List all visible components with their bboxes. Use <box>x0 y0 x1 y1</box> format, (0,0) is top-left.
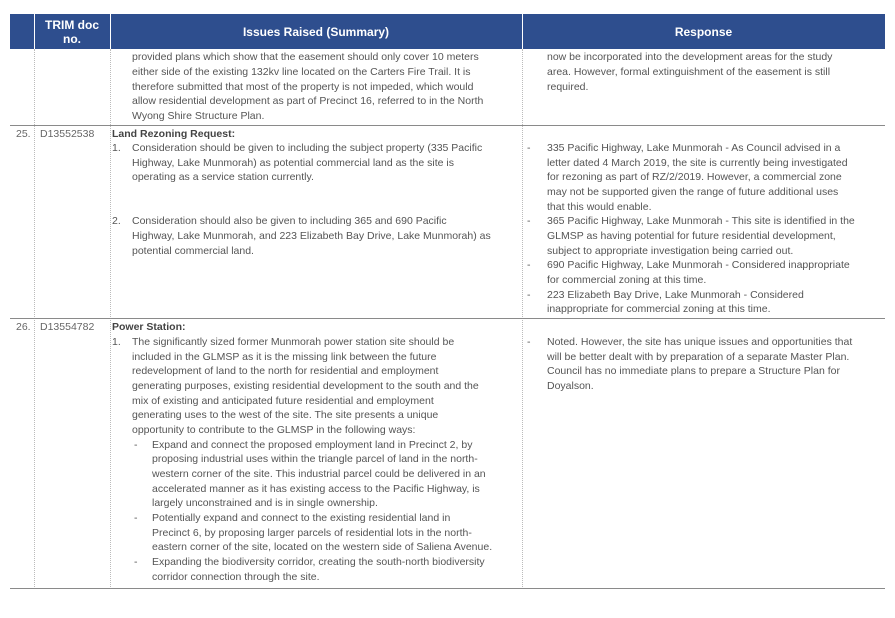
header-response: Response <box>674 24 733 39</box>
text-line: mix of existing and anticipated future residential and employment <box>132 395 434 407</box>
text-line: generating purposes, existing residential development to the south and the <box>132 380 479 392</box>
text-line: potential commercial land. <box>132 245 254 257</box>
text-line: may not be supported given the range of future additional uses <box>547 186 839 198</box>
row-number: 26. <box>16 321 31 333</box>
bullet-dash: - <box>527 336 531 348</box>
text-line: GLMSP as having potential for future residential development, <box>547 230 836 242</box>
text-line: will be better dealt with by preparation of a separate Master Plan. <box>547 351 850 363</box>
text-line: The significantly sized former Munmorah power station site should be <box>132 336 455 348</box>
text-line: Potentially expand and connect to the existing residential land in <box>152 512 451 524</box>
bullet-dash: - <box>527 215 531 227</box>
text-line: 335 Pacific Highway, Lake Munmorah - As Council advised in a <box>547 142 841 154</box>
list-number: 1. <box>112 142 121 154</box>
text-line: Doyalson. <box>547 380 594 392</box>
text-line: required. <box>547 81 589 93</box>
text-line: that this would enable. <box>547 201 652 213</box>
bullet-dash: - <box>527 259 531 271</box>
column-divider <box>110 49 111 589</box>
text-line: redevelopment of land to the north for residential and employment <box>132 365 439 377</box>
header-divider <box>110 14 111 49</box>
bullet-dash: - <box>134 512 138 524</box>
text-line: Precinct 6, by proposing larger parcels of residential lots in the north- <box>152 527 472 539</box>
text-line: letter dated 4 March 2019, the site is currently being investigated <box>547 157 848 169</box>
text-line: area. However, formal extinguishment of the easement is still <box>547 66 831 78</box>
text-line: for rezoning as part of RZ/2/2019. However, a commercial zone <box>547 171 842 183</box>
text-line: western corner of the site. This industrial parcel could be delivered in an <box>152 468 486 480</box>
text-line: eastern corner of the site, located on the western side of Saliena Avenue. <box>152 541 493 553</box>
text-line: generating uses to the west of the site. The site presents a unique <box>132 409 439 421</box>
text-line: included in the GLMSP as it is the missing link between the future <box>132 351 437 363</box>
text-line: Highway, Lake Munmorah) as potential commercial land as the site is <box>132 157 454 169</box>
header-issues-raised: Issues Raised (Summary) <box>242 24 390 39</box>
text-line: 690 Pacific Highway, Lake Munmorah - Considered inappropriate <box>547 259 850 271</box>
text-line: accelerated manner as it has existing access to the Pacific Highway, is <box>152 483 480 495</box>
bullet-dash: - <box>527 289 531 301</box>
text-line: Highway, Lake Munmorah, and 223 Elizabeth Bay Drive, Lake Munmorah) as <box>132 230 491 242</box>
text-line: for commercial zoning at this time. <box>547 274 707 286</box>
header-divider <box>522 14 523 49</box>
header-trim-doc-no: TRIM doc no. <box>45 17 99 46</box>
text-line: opportunity to contribute to the GLMSP in the following ways: <box>132 424 416 436</box>
text-line: 365 Pacific Highway, Lake Munmorah - This site is identified in the <box>547 215 855 227</box>
row-divider <box>10 318 885 319</box>
bullet-dash: - <box>527 142 531 154</box>
list-number: 1. <box>112 336 121 348</box>
list-number: 2. <box>112 215 121 227</box>
text-line: Expand and connect the proposed employment land in Precinct 2, by <box>152 439 473 451</box>
issue-title: Power Station: <box>112 321 186 333</box>
column-divider <box>522 49 523 589</box>
text-line: proposing industrial uses within the triangle parcel of land in the north- <box>152 453 478 465</box>
text-line: Wyong Shire Structure Plan. <box>132 110 265 122</box>
row-divider <box>10 125 885 126</box>
text-line: allow residential development as part of Precinct 16, referred to in the North <box>132 95 484 107</box>
text-line: 223 Elizabeth Bay Drive, Lake Munmorah - Considered <box>547 289 804 301</box>
column-divider <box>34 49 35 589</box>
text-line: therefore submitted that most of the property is not impeded, which would <box>132 81 474 93</box>
text-line: operating as a service station currently. <box>132 171 314 183</box>
text-line: Consideration should also be given to including 365 and 690 Pacific <box>132 215 447 227</box>
text-line: Consideration should be given to including the subject property (335 Pacific <box>132 142 483 154</box>
text-line: Noted. However, the site has unique issues and opportunities that <box>547 336 853 348</box>
row-number: 25. <box>16 128 31 140</box>
text-line: subject to appropriate investigation being carried out. <box>547 245 794 257</box>
bullet-dash: - <box>134 556 138 568</box>
row-divider <box>10 588 885 589</box>
trim-doc-number: D13552538 <box>40 128 95 140</box>
table-header <box>10 14 885 49</box>
text-line: provided plans which show that the easement should only cover 10 meters <box>132 51 479 63</box>
text-line: Council has no immediate plans to prepare a Structure Plan for <box>547 365 840 377</box>
text-line: now be incorporated into the development areas for the study <box>547 51 833 63</box>
bullet-dash: - <box>134 439 138 451</box>
text-line: Expanding the biodiversity corridor, creating the south-north biodiversity <box>152 556 485 568</box>
header-divider <box>34 14 35 49</box>
header-number-cell <box>10 14 34 49</box>
trim-doc-number: D13554782 <box>40 321 95 333</box>
text-line: inappropriate for commercial zoning at this time. <box>547 303 771 315</box>
issue-title: Land Rezoning Request: <box>112 128 236 140</box>
text-line: corridor connection through the site. <box>152 571 320 583</box>
text-line: largely unconstrained and is in single ownership. <box>152 497 378 509</box>
text-line: either side of the existing 132kv line located on the Carters Fire Trail. It is <box>132 66 471 78</box>
